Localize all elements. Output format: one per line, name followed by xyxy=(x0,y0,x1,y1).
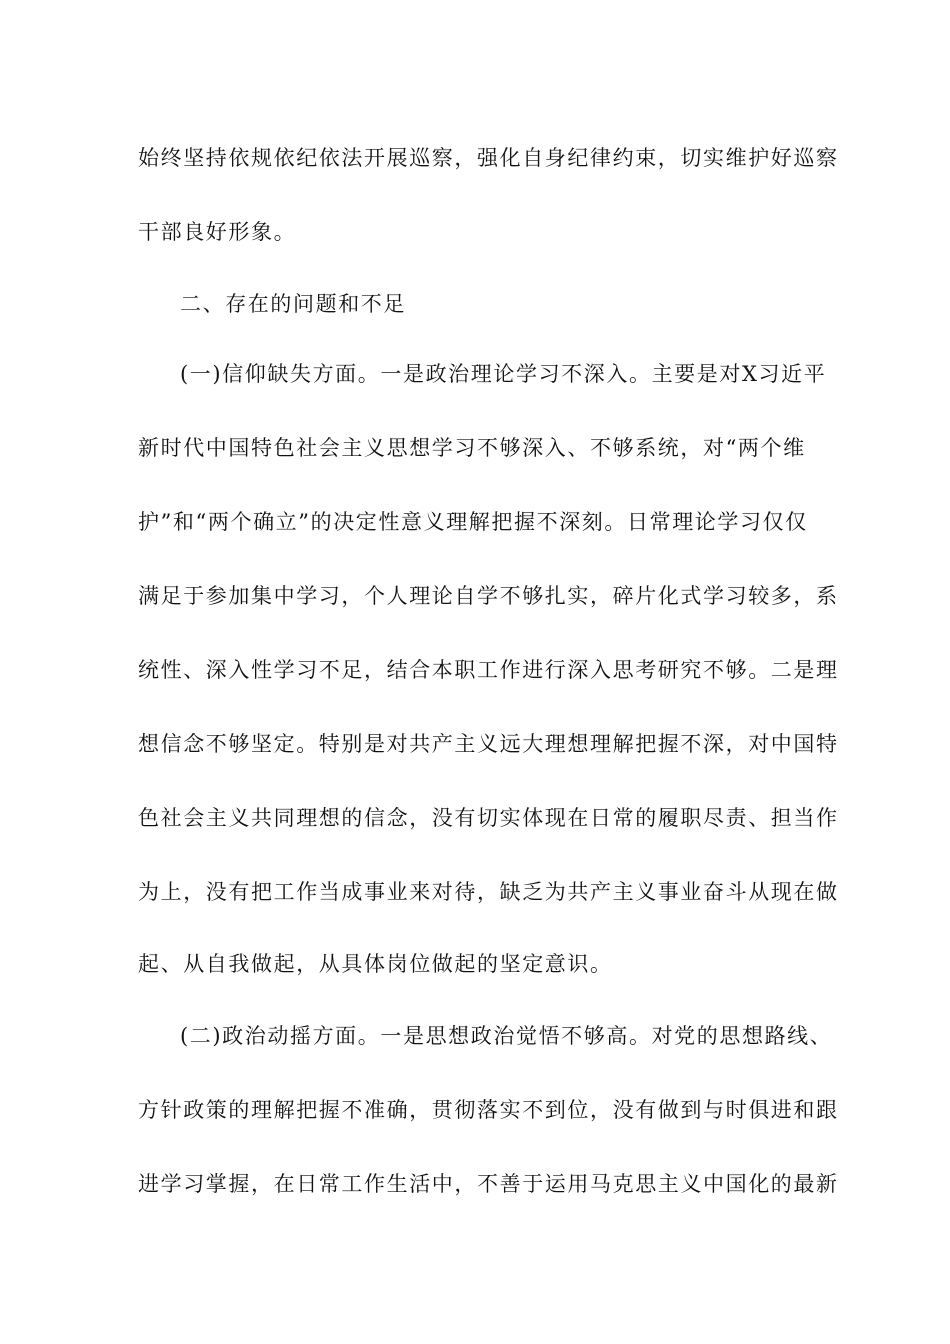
paragraph-line-6: 护”和“两个确立”的决定性意义理解把握不深刻。日常理论学习仅仅 xyxy=(138,510,808,534)
paragraph-line-9: 想信念不够坚定。特别是对共产主义远大理想理解把握不深，对中国特 xyxy=(138,732,839,756)
paragraph-line-14: 方针政策的理解把握不准确，贯彻落实不到位，没有做到与时俱进和跟 xyxy=(138,1098,839,1122)
paragraph-line-4: (一)信仰缺失方面。一是政治理论学习不深入。主要是对X习近平 xyxy=(180,362,827,386)
paragraph-line-1: 始终坚持依规依纪依法开展巡察，强化自身纪律约束，切实维护好巡察 xyxy=(138,146,839,170)
paragraph-line-8: 统性、深入性学习不足，结合本职工作进行深入思考研究不够。二是理 xyxy=(138,658,839,682)
paragraph-line-2: 干部良好形象。 xyxy=(138,220,297,244)
paragraph-line-10: 色社会主义共同理想的信念，没有切实体现在日常的履职尽责、担当作 xyxy=(138,806,839,830)
paragraph-line-12: 起、从自我做起，从具体岗位做起的坚定意识。 xyxy=(138,952,613,976)
paragraph-line-15: 进学习掌握，在日常工作生活中，不善于运用马克思主义中国化的最新 xyxy=(138,1172,839,1196)
paragraph-line-11: 为上，没有把工作当成事业来对待，缺乏为共产主义事业奋斗从现在做 xyxy=(138,880,839,904)
paragraph-line-7: 满足于参加集中学习，个人理论自学不够扎实，碎片化式学习较多，系 xyxy=(138,584,839,608)
paragraph-line-5: 新时代中国特色社会主义思想学习不够深入、不够系统，对“两个维 xyxy=(138,436,806,460)
paragraph-line-13: (二)政治动摇方面。一是思想政治觉悟不够高。对党的思想路线、 xyxy=(180,1024,833,1048)
section-heading: 二、存在的问题和不足 xyxy=(180,292,406,316)
